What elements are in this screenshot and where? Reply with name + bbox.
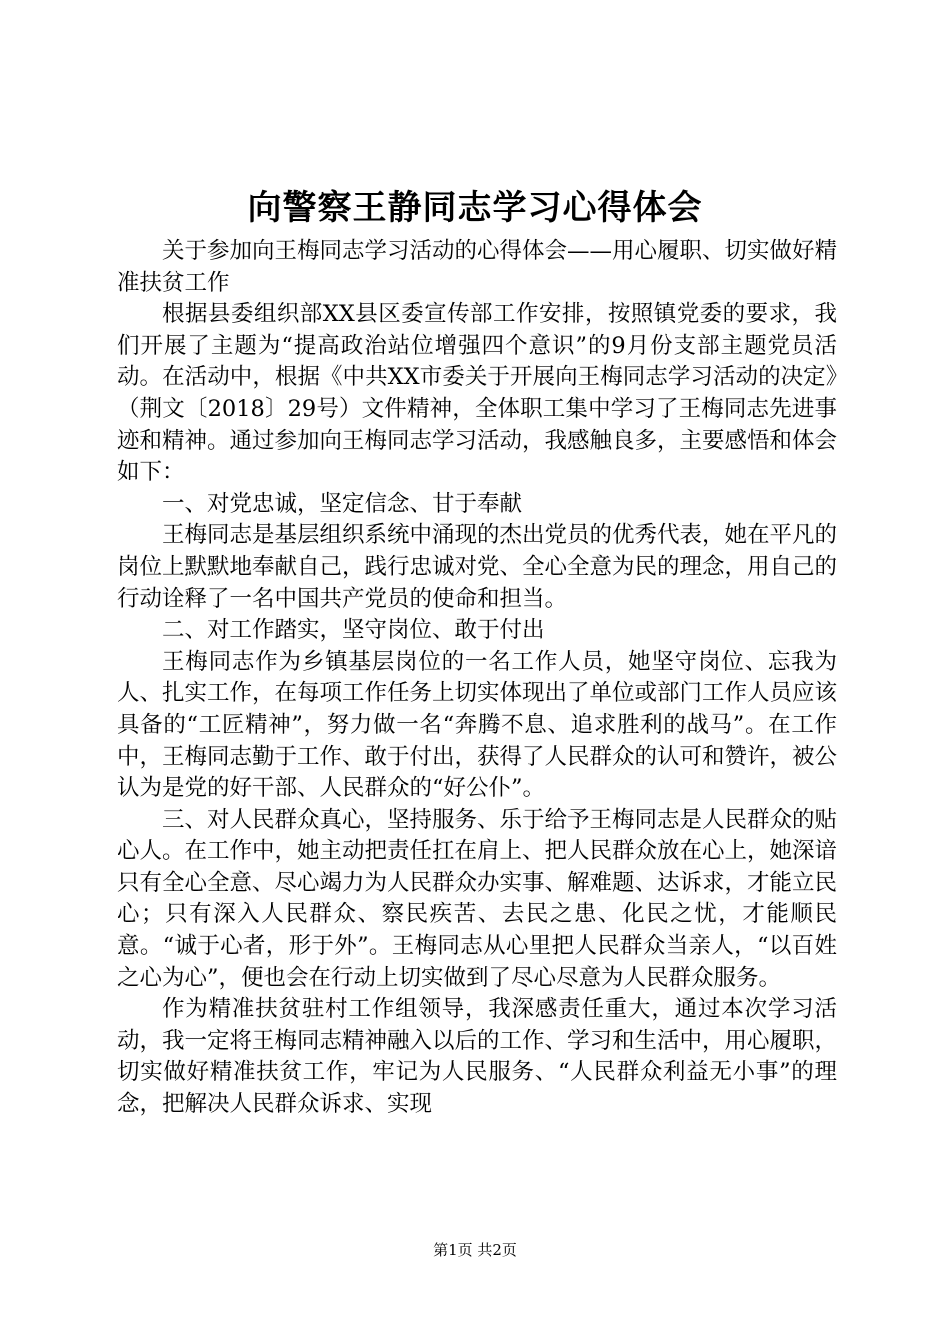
paragraph-section-2: 王梅同志作为乡镇基层岗位的一名工作人员，她坚守岗位、忘我为人、扎实工作，在每项工作任务上切实体现出了单位或部门工作人员应该具备的“工匠精神”，努力做一名“奔腾不息、追求胜利的战马”。在工作中，王梅同志勤于工作、敢于付出，获得了人民群众的认可和赞许，被公认为是党的好干部、人民群众的“好公仆”。: [117, 648, 838, 802]
page-number: 第1页 共2页: [433, 1241, 517, 1259]
paragraph-section-3: 三、对人民群众真心，坚持服务、乐于给予王梅同志是人民群众的贴心人。在工作中，她主动把责任扛在肩上、把人民群众放在心上，她深谙只有全心全意、尽心竭力为人民群众办实事、解难题、达诉求，才能立民心；只有深入人民群众、察民疾苦、去民之患、化民之忧，才能顺民意。“诚于心者，形于外”。王梅同志从心里把人民群众当亲人，“以百姓之心为心”，便也会在行动上切实做到了尽心尽意为人民群众服务。: [117, 806, 838, 991]
paragraph-section-1: 王梅同志是基层组织系统中涌现的杰出党员的优秀代表，她在平凡的岗位上默默地奉献自己，践行忠诚对党、全心全意为民的理念，用自己的行动诠释了一名中国共产党员的使命和担当。: [117, 522, 838, 612]
section-heading-1: 一、对党忠诚，坚定信念、甘于奉献: [162, 490, 523, 517]
paragraph-intro: 关于参加向王梅同志学习活动的心得体会——用心履职、切实做好精准扶贫工作: [117, 238, 838, 296]
document-title: 向警察王静同志学习心得体会: [247, 188, 703, 228]
paragraph-background: 根据县委组织部XX县区委宣传部工作安排，按照镇党委的要求，我们开展了主题为“提高政治站位增强四个意识”的9月份支部主题党员活动。在活动中，根据《中共XX市委关于开展向王梅同志学习活动的决定》（荆文〔2018〕29号）文件精神，全体职工集中学习了王梅同志先进事迹和精神。通过参加向王梅同志学习活动，我感触良多，主要感悟和体会如下：: [117, 301, 838, 486]
section-heading-2: 二、对工作踏实，坚守岗位、敢于付出: [162, 617, 545, 644]
document-body: [117, 236, 837, 1121]
paragraph-conclusion: 作为精准扶贫驻村工作组领导，我深感责任重大，通过本次学习活动，我一定将王梅同志精神融入以后的工作、学习和生活中，用心履职，切实做好精准扶贫工作，牢记为人民服务、“人民群众利益无小事”的理念，把解决人民群众诉求、实现: [117, 996, 838, 1118]
